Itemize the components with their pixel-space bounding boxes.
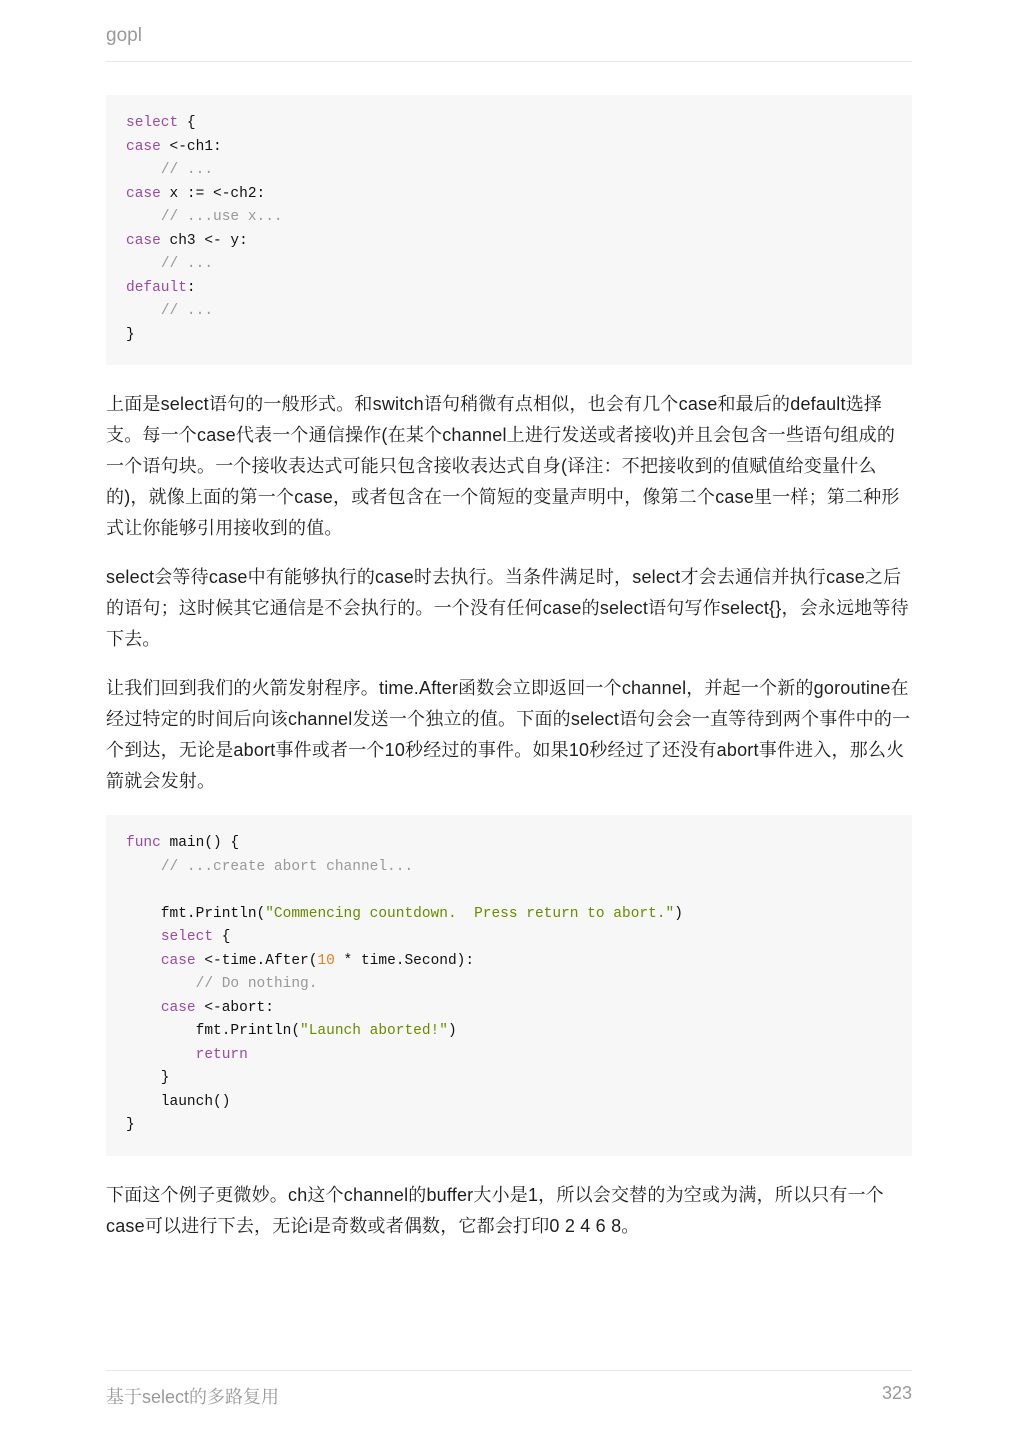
code-token <box>126 976 196 992</box>
code-token: default <box>126 279 187 296</box>
code-token: select <box>126 115 179 131</box>
code-token: <-abort: <box>195 999 274 1016</box>
code-token: * time.Second): <box>334 952 475 969</box>
code-block-select-form <box>106 95 912 365</box>
code-token: x := <-ch2: <box>160 185 266 202</box>
paragraph-select-form: 上面是select语句的一般形式。和switch语句稍微有点相似，也会有几个case和最后的default选择支。每一个case代表一个通信操作(在某个channel上进行发送或者接收)并且会包含一些语句组成的一个语句块。一个接收表达式可能只包含接收表达式自身(译注：不把接收到的值赋值给变量什么的)，就像上面的第一个case，或者包含在一个简短的变量声明中，像第二个case里一样；第二种形式让你能够引用接收到的值。 <box>106 394 900 538</box>
code-line <box>126 159 892 183</box>
code-token: { <box>178 115 196 131</box>
paragraph-rocket-launch: 让我们回到我们的火箭发射程序。time.After函数会立即返回一个channel，并起一个新的goroutine在经过特定的时间后向该channel发送一个独立的值。下面的select语句会会一直等待到两个事件中的一个到达，无论是abort事件或者一个10秒经过的事件。如果10秒经过了还没有abort事件进入，那么火箭就会发射。 <box>106 678 911 791</box>
code-token: : <box>186 279 196 296</box>
code-token: // ...use x... <box>160 209 283 225</box>
code-token: // ... <box>160 162 214 178</box>
code-line <box>126 856 892 880</box>
code-token: return <box>195 1046 248 1063</box>
code-token: "Commencing countdown. Press return to abort." <box>265 905 675 922</box>
paragraph-buffer-example: 下面这个例子更微妙。ch这个channel的buffer大小是1，所以会交替的为空或为满，所以只有一个case可以进行下去，无论i是奇数或者偶数，它都会打印0 2 4 6 8。 <box>106 1184 884 1236</box>
code-token: { <box>213 929 231 945</box>
page-footer <box>106 1370 912 1409</box>
footer-section-title: 基于select的多路复用 <box>106 1387 280 1407</box>
page-header <box>106 24 912 62</box>
paragraph-select-wait: select会等待case中有能够执行的case时去执行。当条件满足时，select才会去通信并执行case之后的语句；这时候其它通信是不会执行的。一个没有任何case的select语句写作select{}，会永远地等待下去。 <box>106 567 909 649</box>
code-token: } <box>126 1070 170 1086</box>
code-token: } <box>126 326 135 343</box>
code-token: } <box>126 1117 135 1133</box>
code-line <box>126 253 892 277</box>
code-token <box>126 1047 196 1063</box>
code-line <box>126 950 892 974</box>
code-line <box>126 997 892 1021</box>
code-token: <-time.After( <box>195 952 318 969</box>
code-line <box>126 1114 892 1138</box>
code-token <box>126 1000 161 1016</box>
code-token: // Do nothing. <box>195 976 318 992</box>
code-token: "Launch aborted!" <box>300 1023 448 1039</box>
code-line <box>126 112 892 136</box>
code-token: launch() <box>126 1093 231 1110</box>
page-content <box>106 95 912 1242</box>
code-line <box>126 879 892 903</box>
code-token: case <box>126 138 161 155</box>
code-token: // ...create abort channel... <box>160 858 414 875</box>
code-token <box>126 256 161 272</box>
code-token: fmt.Println( <box>126 905 266 922</box>
code-line <box>126 832 892 856</box>
code-token: ) <box>674 905 683 922</box>
code-token: case <box>160 999 196 1016</box>
code-token: func <box>126 835 161 851</box>
code-token: ) <box>447 1023 457 1039</box>
code-token: <-ch1: <box>160 138 222 155</box>
code-line <box>126 300 892 324</box>
code-token: 10 <box>317 952 335 969</box>
code-block-countdown <box>106 815 912 1156</box>
code-token: case <box>126 185 161 202</box>
code-line <box>126 1044 892 1068</box>
code-line <box>126 206 892 230</box>
code-token <box>126 929 161 945</box>
code-token <box>126 953 161 969</box>
code-token <box>126 303 161 319</box>
code-line <box>126 277 892 301</box>
code-token <box>126 859 161 875</box>
code-token: case <box>126 232 161 249</box>
code-token: select <box>160 929 214 945</box>
code-line <box>126 1020 892 1044</box>
code-line <box>126 1067 892 1091</box>
code-line <box>126 230 892 254</box>
page-number: 323 <box>881 1383 912 1403</box>
code-line <box>126 973 892 997</box>
code-token: fmt.Println( <box>126 1023 301 1039</box>
code-token: // ... <box>160 256 214 272</box>
code-token: main() { <box>160 835 240 851</box>
code-line <box>126 1091 892 1115</box>
code-line <box>126 903 892 927</box>
code-line <box>126 136 892 160</box>
code-token <box>126 162 161 178</box>
code-line <box>126 324 892 348</box>
code-token <box>126 209 161 225</box>
code-line <box>126 183 892 207</box>
code-token: case <box>160 952 196 969</box>
code-token: // ... <box>160 303 214 319</box>
code-line <box>126 926 892 950</box>
code-token: ch3 <- y: <box>160 232 248 249</box>
book-title: gopl <box>106 25 142 46</box>
